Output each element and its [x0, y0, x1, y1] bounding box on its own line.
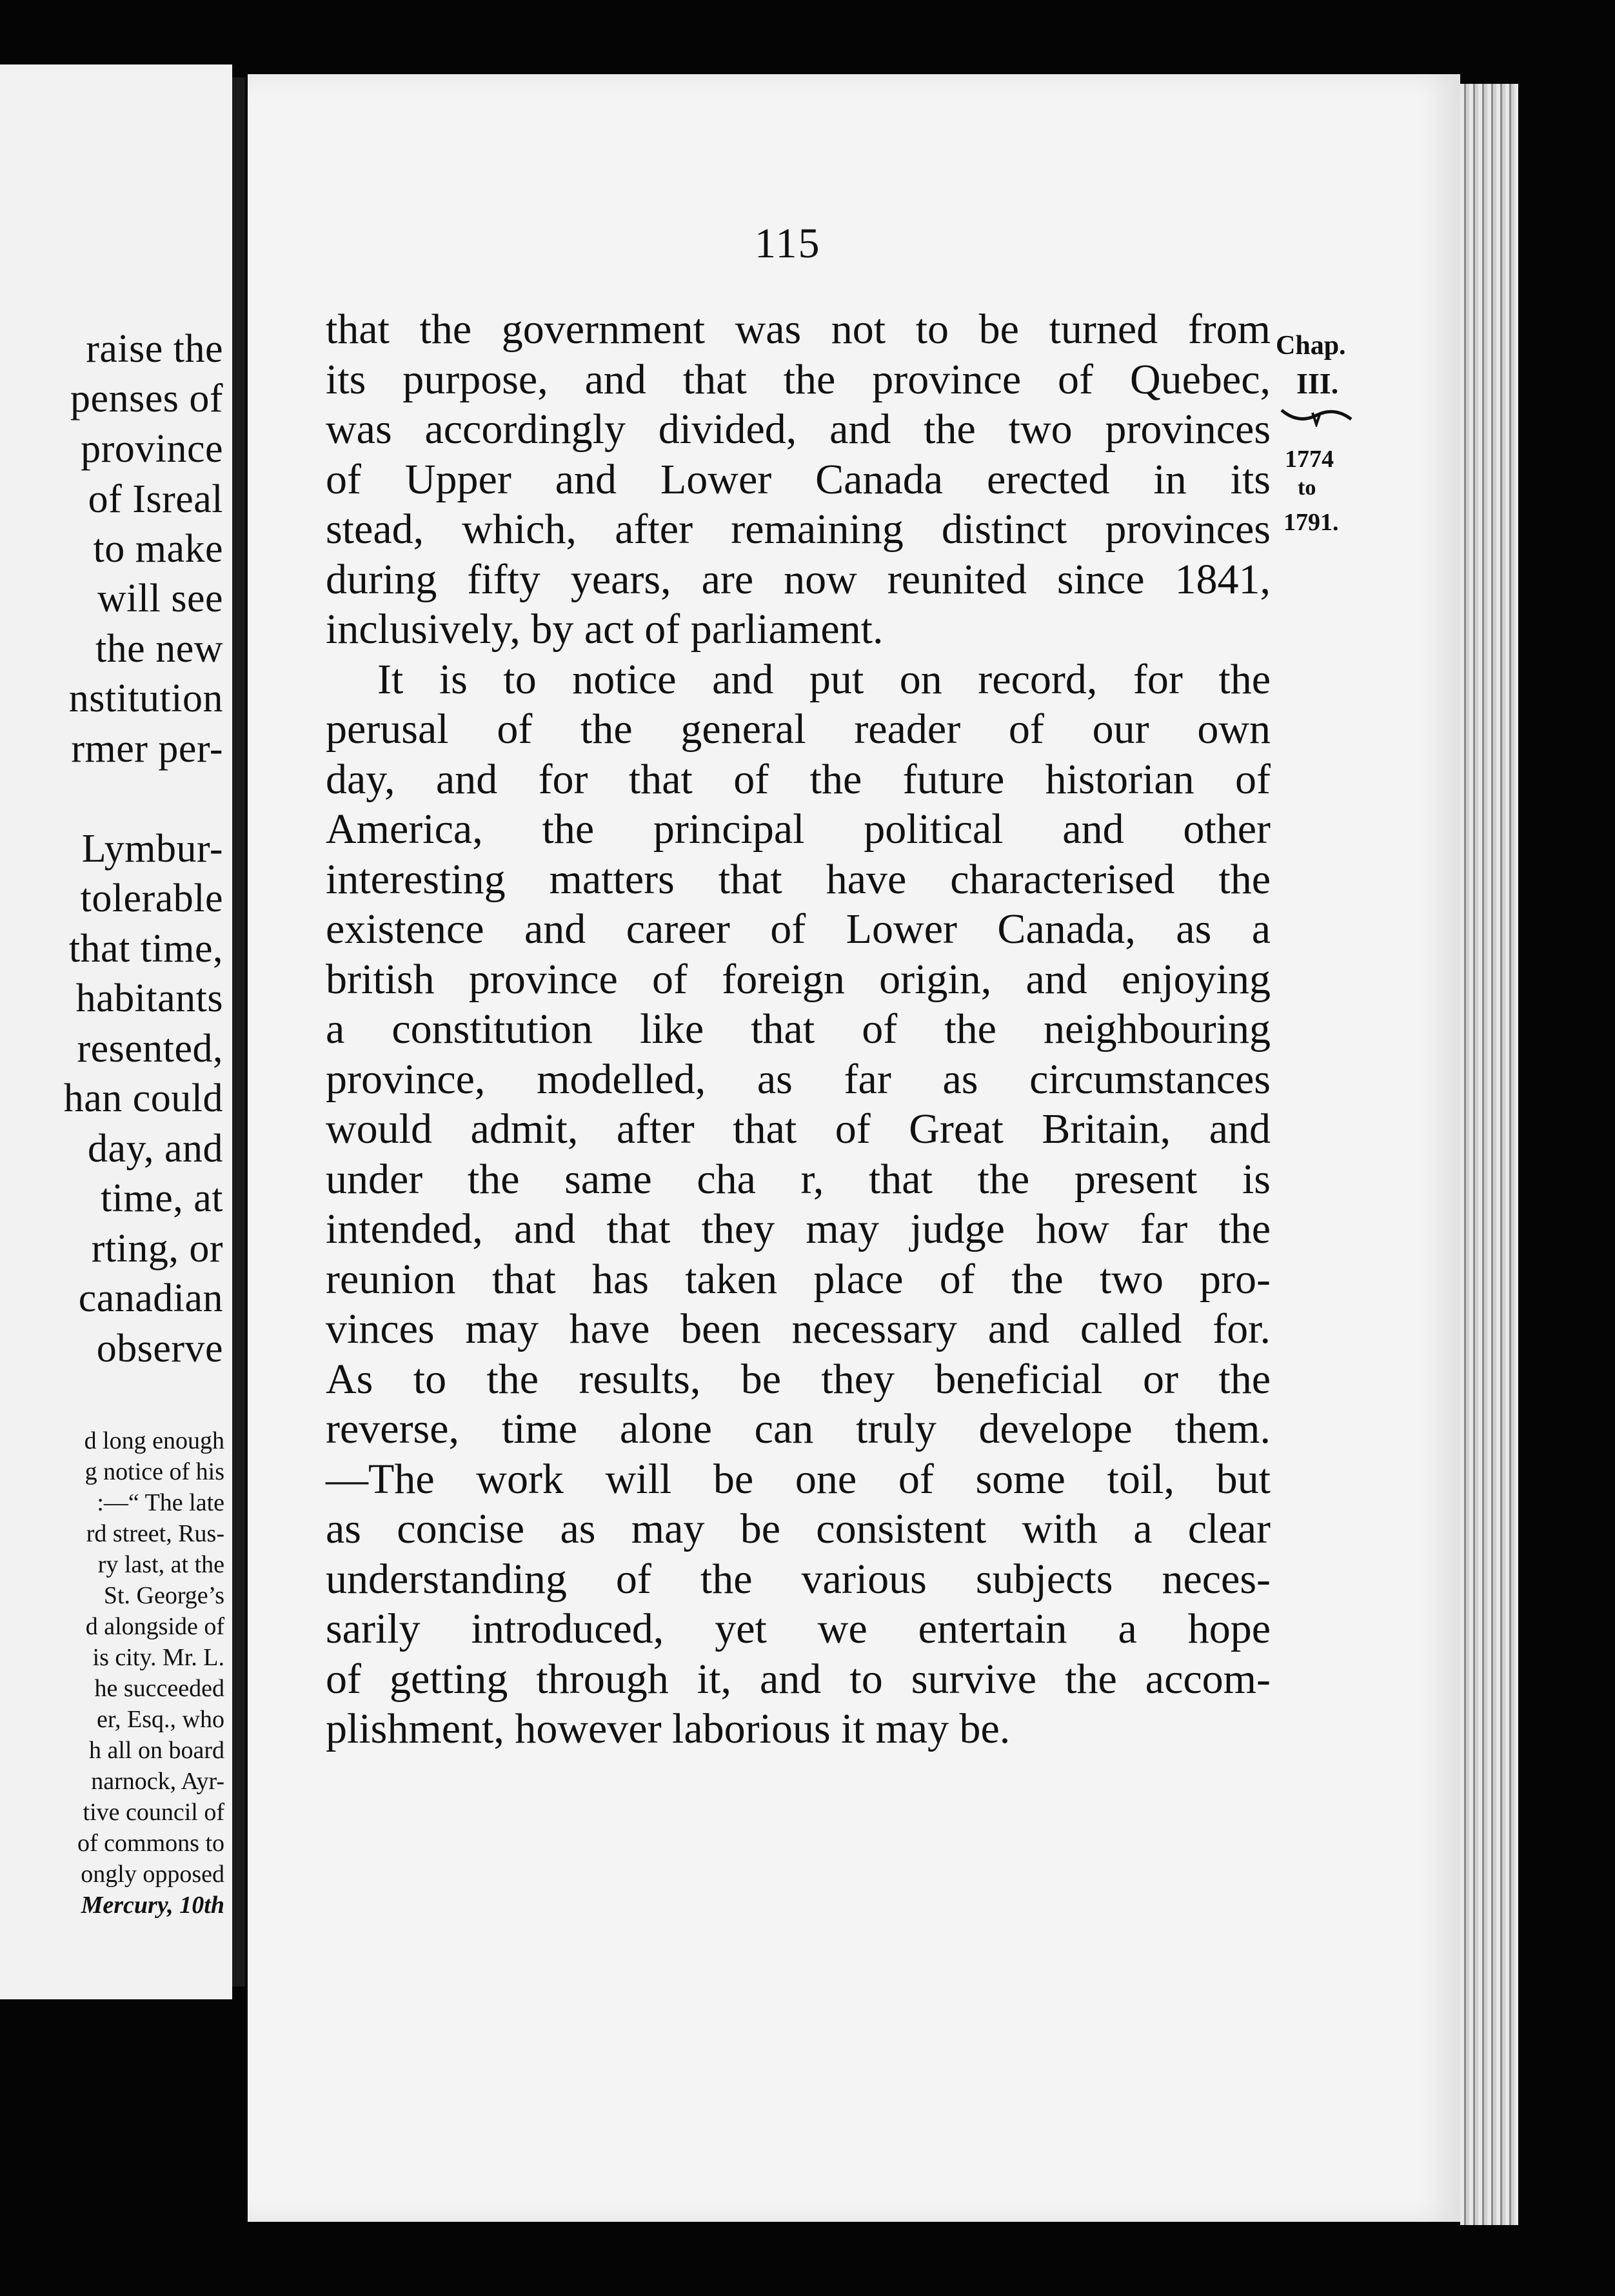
- left-page-footnote-line: narnock, Ayr-: [91, 1768, 224, 1795]
- previous-page: [0, 64, 232, 1999]
- body-text-line: America, the principal political and other: [326, 806, 1271, 853]
- body-text-line: of getting through it, and to survive the accom-: [326, 1656, 1271, 1703]
- left-page-footnote-line: er, Esq., who: [97, 1706, 224, 1733]
- left-page-line: the new: [95, 627, 223, 671]
- left-page-line: nstitution: [68, 677, 223, 720]
- left-page-line: rmer per-: [71, 727, 223, 771]
- left-page-line: penses of: [70, 377, 223, 421]
- book-gutter: [232, 77, 245, 1986]
- body-text-line: under the same cha r, that the present is: [326, 1156, 1271, 1203]
- brace-ornament-icon: [1280, 405, 1352, 427]
- left-page-footnote-line: Mercury, 10th: [81, 1892, 224, 1919]
- left-page-line: province: [81, 427, 223, 471]
- left-page-line: raise the: [86, 327, 223, 371]
- body-text-line: reverse, time alone can truly develope them.: [326, 1405, 1271, 1452]
- body-text-line: inclusively, by act of parliament.: [326, 606, 884, 653]
- body-text-line: was accordingly divided, and the two provinces: [326, 406, 1271, 453]
- left-page-footnote-line: rd street, Rus-: [86, 1520, 224, 1547]
- body-text-line: understanding of the various subjects neces-: [326, 1556, 1271, 1603]
- left-page-line: tolerable: [80, 876, 223, 920]
- left-page-line: rting, or: [91, 1227, 223, 1271]
- body-text-line: would admit, after that of Great Britain, and: [326, 1105, 1271, 1153]
- left-page-footnote-line: ry last, at the: [97, 1551, 224, 1578]
- body-text-line: a constitution like that of the neighbouring: [326, 1005, 1271, 1053]
- page-edges: [1460, 84, 1518, 2225]
- body-text-line: day, and for that of the future historian of: [326, 756, 1271, 803]
- left-page-line: will see: [97, 577, 223, 620]
- margin-to-label: to: [1298, 476, 1316, 500]
- left-page-line: to make: [93, 527, 223, 571]
- body-text-line: plishment, however laborious it may be.: [326, 1705, 1011, 1752]
- left-page-footnote-line: h all on board: [88, 1737, 224, 1764]
- left-page-footnote-line: :—“ The late: [97, 1489, 224, 1516]
- left-page-line: day, and: [87, 1127, 223, 1171]
- body-text-line: perusal of the general reader of our own: [326, 706, 1271, 753]
- body-text-line: british province of foreign origin, and enjoying: [326, 956, 1271, 1003]
- body-text-line: As to the results, be they beneficial or the: [326, 1356, 1271, 1403]
- left-page-line: that time,: [68, 927, 223, 971]
- body-text-line: of Upper and Lower Canada erected in its: [326, 456, 1271, 503]
- margin-chapter-label: Chap.: [1276, 331, 1346, 361]
- left-page-line: habitants: [75, 976, 223, 1020]
- margin-year-start: 1774: [1285, 446, 1334, 473]
- left-page-line: canadian: [78, 1276, 223, 1320]
- body-text-line: —The work will be one of some toil, but: [326, 1456, 1271, 1503]
- body-text-line: as concise as may be consistent with a clear: [326, 1505, 1271, 1552]
- body-text-line: reunion that has taken place of the two pro-: [326, 1256, 1271, 1303]
- left-page-line: resented,: [77, 1027, 223, 1071]
- body-text-line: stead, which, after remaining distinct provinces: [326, 506, 1271, 553]
- left-page-line: Lymbur-: [81, 827, 223, 871]
- left-page-footnote-line: ongly opposed: [81, 1861, 224, 1888]
- body-text-line: province, modelled, as far as circumstances: [326, 1056, 1271, 1103]
- margin-year-end: 1791.: [1283, 509, 1339, 536]
- left-page-footnote-line: tive council of: [83, 1799, 224, 1826]
- body-text-line: its purpose, and that the province of Quebec,: [326, 356, 1271, 403]
- left-page-line: observe: [96, 1327, 223, 1371]
- body-text-line: intended, and that they may judge how far the: [326, 1205, 1271, 1252]
- left-page-line: time, at: [101, 1176, 223, 1220]
- left-page-line: han could: [63, 1076, 223, 1120]
- body-text-line: vinces may have been necessary and called for.: [326, 1305, 1271, 1352]
- left-page-footnote-line: d long enough: [84, 1427, 224, 1454]
- left-page-footnote-line: he succeeded: [94, 1675, 224, 1702]
- margin-chapter-number: III.: [1296, 367, 1339, 400]
- body-text-line: during fifty years, are now reunited since 1841,: [326, 556, 1271, 603]
- body-text-line: It is to notice and put on record, for the: [377, 656, 1271, 703]
- left-page-footnote-line: of commons to: [77, 1830, 224, 1857]
- body-text-line: that the government was not to be turned from: [326, 306, 1271, 353]
- body-text-line: interesting matters that have characterised the: [326, 856, 1271, 903]
- left-page-line: of Isreal: [88, 477, 223, 521]
- body-text-line: existence and career of Lower Canada, as a: [326, 906, 1271, 953]
- left-page-footnote-line: St. George’s: [103, 1582, 224, 1609]
- left-page-footnote-line: g notice of his: [84, 1458, 224, 1485]
- page-number: 115: [755, 220, 821, 267]
- body-text-line: sarily introduced, yet we entertain a hope: [326, 1605, 1271, 1652]
- left-page-footnote-line: is city. Mr. L.: [92, 1644, 224, 1671]
- left-page-footnote-line: d alongside of: [85, 1613, 224, 1640]
